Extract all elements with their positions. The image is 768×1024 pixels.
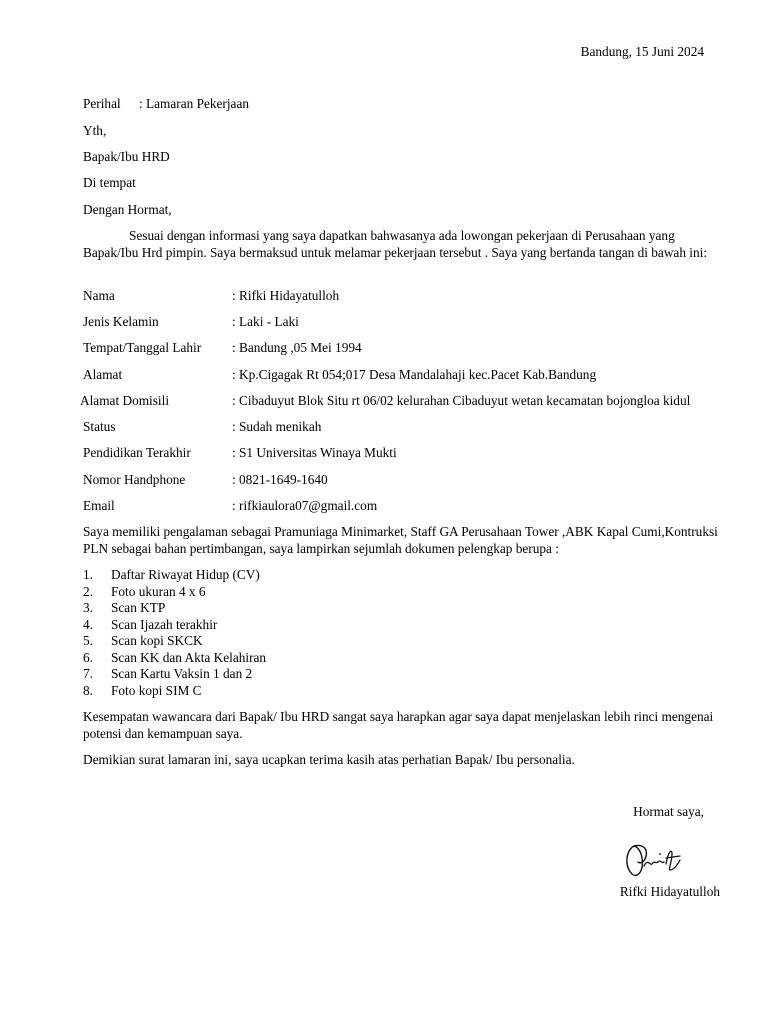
list-text: Foto ukuran 4 x 6 — [111, 583, 206, 599]
list-number: 3. — [83, 600, 93, 615]
recipient-place: Di tempat — [83, 175, 136, 190]
field-label: Status — [83, 419, 116, 434]
list-number: 8. — [83, 682, 93, 698]
list-item — [83, 617, 266, 634]
field-value: : 0821-1649-1640 — [232, 472, 328, 487]
closing-salutation: Hormat saya, — [633, 804, 704, 819]
list-text: Foto kopi SIM C — [111, 682, 202, 698]
field-value: : Laki - Laki — [232, 314, 299, 329]
list-item — [83, 600, 266, 617]
list-item — [83, 666, 266, 683]
list-item — [83, 683, 266, 700]
field-label: Tempat/Tanggal Lahir — [83, 340, 202, 355]
signer-name: Rifki Hidayatulloh — [619, 884, 720, 899]
recipient-name: Bapak/Ibu HRD — [83, 149, 170, 164]
list-text: Scan KK dan Akta Kelahiran — [111, 649, 267, 665]
list-item — [83, 633, 266, 650]
field-label: Nomor Handphone — [83, 472, 186, 487]
place-date: Bandung, 15 Juni 2024 — [580, 44, 704, 59]
list-number: 1. — [83, 567, 93, 582]
signature-image — [622, 840, 686, 882]
field-label: Email — [83, 498, 115, 513]
field-value: : Cibaduyut Blok Situ rt 06/02 kelurahan Cibaduyut wetan kecamatan bojongloa kidul — [232, 393, 691, 408]
subject-value: : Lamaran Pekerjaan — [139, 96, 250, 111]
list-item — [83, 650, 266, 667]
attachment-list — [83, 567, 266, 699]
list-text: Scan Ijazah terakhir — [111, 616, 218, 632]
field-label: Jenis Kelamin — [83, 314, 159, 329]
recipient-yth: Yth, — [83, 123, 107, 138]
list-text: Scan KTP — [111, 600, 166, 615]
list-number: 4. — [83, 616, 93, 632]
interview-paragraph: Kesempatan wawancara dari Bapak/ Ibu HRD sangat saya harapkan agar saya dapat menjelaskan lebih rinci mengenai potensi dan kemampuan saya. — [83, 709, 714, 741]
list-text: Scan Kartu Vaksin 1 dan 2 — [111, 666, 253, 681]
list-text: Scan kopi SKCK — [111, 633, 203, 648]
list-text: Daftar Riwayat Hidup (CV) — [111, 567, 260, 582]
field-label: Alamat Domisili — [80, 393, 170, 408]
list-item — [83, 584, 266, 601]
list-number: 6. — [83, 649, 93, 665]
list-number: 2. — [83, 583, 93, 599]
greeting: Dengan Hormat, — [83, 202, 172, 217]
field-value: : Sudah menikah — [232, 419, 322, 434]
intro-paragraph: Sesuai dengan informasi yang saya dapatkan bahwasanya ada lowongan pekerjaan di Perusahaan yang Bapak/Ibu Hrd pimpin. Saya bermaksud untuk melamar pekerjaan tersebut . Saya yang bertanda tangan di bawah ini: — [83, 228, 708, 260]
field-label: Nama — [83, 288, 115, 303]
field-value: : Kp.Cigagak Rt 054;017 Desa Mandalahaji kec.Pacet Kab.Bandung — [232, 367, 597, 382]
list-number: 5. — [83, 633, 93, 648]
field-value: : S1 Universitas Winaya Mukti — [232, 445, 397, 460]
field-label: Alamat — [83, 367, 123, 382]
list-item — [83, 567, 266, 584]
field-value: : Rifki Hidayatulloh — [232, 288, 340, 303]
closing-paragraph: Demikian surat lamaran ini, saya ucapkan terima kasih atas perhatian Bapak/ Ibu personalia. — [83, 752, 575, 767]
email-value: : rifkiaulora07@gmail.com — [232, 498, 378, 513]
list-number: 7. — [83, 666, 93, 681]
field-value: : Bandung ,05 Mei 1994 — [232, 340, 362, 355]
experience-paragraph: Saya memiliki pengalaman sebagai Pramuniaga Minimarket, Staff GA Perusahaan Tower ,ABK Kapal Cumi,Kontruksi PLN sebagai bahan pertimbangan, saya lampirkan sejumlah dokumen pelengkap berupa : — [83, 524, 718, 556]
subject-label: Perihal — [83, 96, 121, 111]
field-label: Pendidikan Terakhir — [83, 445, 191, 460]
